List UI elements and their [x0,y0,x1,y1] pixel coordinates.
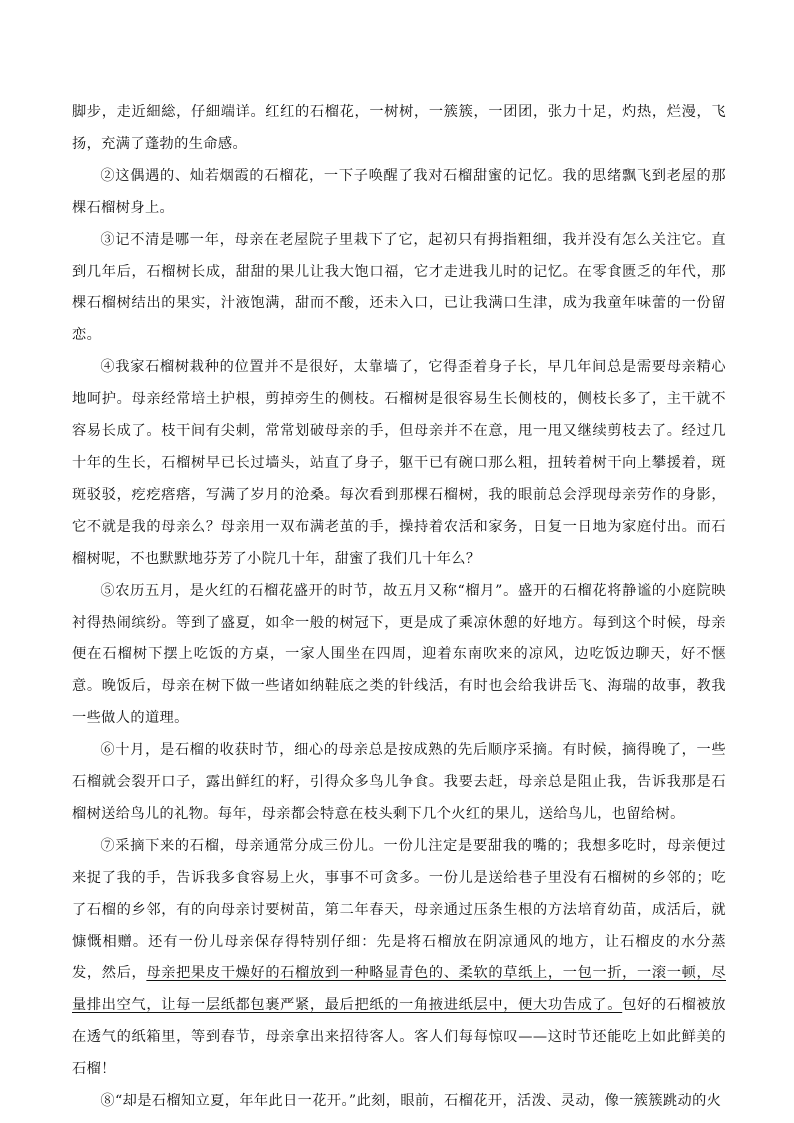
paragraph-text: ⑧“却是石榴知立夏，年年此日一花开。”此刻，眼前，石榴花开，活泼、灵动，像一簇簇跳动的火 [100,1093,722,1110]
paragraph-p3 [72,225,726,353]
paragraph-p8 [72,1086,726,1118]
paragraph-text: ③记不清是哪一年，母亲在老屋院子里栽下了它，起初只有拇指粗细，我并没有怎么关注它。直到几年后，石榴树长成，甜甜的果儿让我大饱口福，它才走进我儿时的记忆。在零食匮乏的年代，那棵石榴树结出的果实，汁液饱满，甜而不酸，还未入口，已让我满口生津，成为我童年味蕾的一份留恋。 [72,231,726,344]
paragraph-p0 [72,97,726,161]
paragraph-text: 脚步，走近細総，仔細端详。红红的石榴花，一树树，一簇簇，一团团，张力十足，灼热，烂漫，飞扬，充满了蓬勃的生命感。 [72,104,726,152]
paragraph-p2 [72,161,726,225]
document-page [72,97,726,1118]
paragraph-p6 [72,735,726,831]
paragraph-text: ⑦采摘下来的石榴，母亲通常分成三份儿。一份儿注定是要甜我的嘴的；我想多吃时，母亲便过来捉了我的手，告诉我多食容易上火，事事不可贪多。一份儿是送给巷子里没有石榴树的乡邻的；吃了石榴的乡邻，有的向母亲讨要树苗，第二年春天，母亲通过压条生根的方法培育幼苗，成活后，就慷慨相赠。还有一份儿母亲保存得特别仔细：先是将石榴放在阴凉通风的地方，让石榴皮的水分蒸发，然后， [72,837,726,982]
paragraph-text: ②这偶遇的、灿若烟霞的石榴花，一下子唤醒了我对石榴甜蜜的记忆。我的思绪飘飞到老屋的那棵石榴树身上。 [72,167,726,216]
paragraph-text: 包好的石榴被放在透气的纸箱里，等到春节，母亲拿出来招待客人。客人们每每惊叹——这时节还能吃上如此鲜美的石榴！ [72,997,726,1078]
underlined-text: 母亲把果皮干燥好的石榴放到一种略显青色的、柔软的草纸上，一包一折，一滚一顿，尽量排出空气，让每一层纸都包裹严紧，最后把纸的一角掖进纸层中，便大功告成了。 [72,965,726,1014]
paragraph-text: ④我家石榴树栽种的位置并不是很好，太靠墙了，它得歪着身子长，早几年间总是需要母亲精心地呵护。母亲经常培土护根，剪掉旁生的侧枝。石榴树是很容易生长侧枝的，侧枝长多了，主干就不容易长成了。枝干间有尖刺，常常划破母亲的手，但母亲并不在意，甩一甩又继续剪枝去了。经过几十年的生长，石榴树早已长过墙头，站直了身子，躯干已有碗口那么粗，扭转着树干向上攀援着，斑斑驳驳，疙疙瘩瘩，写满了岁月的沧桑。每次看到那棵石榴树，我的眼前总会浮现母亲劳作的身影，它不就是我的母亲么？母亲用一双布满老茧的手，操持着农活和家务，日复一日地为家庭付出。而石榴树呢，不也默默地芬芳了小院几十年，甜蜜了我们几十年么？ [72,359,726,567]
paragraph-text: ⑥十月，是石榴的收获时节，细心的母亲总是按成熟的先后顺序采摘。有时候，摘得晚了，一些石榴就会裂开口子，露出鲜红的籽，引得众多鸟儿争食。我要去赶，母亲总是阻止我，告诉我那是石榴树送给鸟儿的礼物。每年，母亲都会特意在枝头剩下几个火红的果儿，送给鸟儿，也留给树。 [72,742,726,822]
paragraph-text: ⑤农历五月，是火红的石榴花盛开的时节，故五月又称“榴月”。盛开的石榴花将静谧的小庭院映衬得热闹缤纷。等到了盛夏，如伞一般的树冠下，更是成了乘凉休憩的好地方。每到这个时候，母亲便在石榴树下摆上吃饭的方桌，一家人围坐在四周，迎着东南吹来的凉风，边吃饭边聊天，好不惬意。晚饭后，母亲在树下做一些诸如纳鞋底之类的针线活，有时也会给我讲岳飞、海瑞的故事，教我一些做人的道理。 [72,582,726,727]
paragraph-p4 [72,352,726,575]
paragraph-p5 [72,576,726,736]
paragraph-p7 [72,831,726,1086]
